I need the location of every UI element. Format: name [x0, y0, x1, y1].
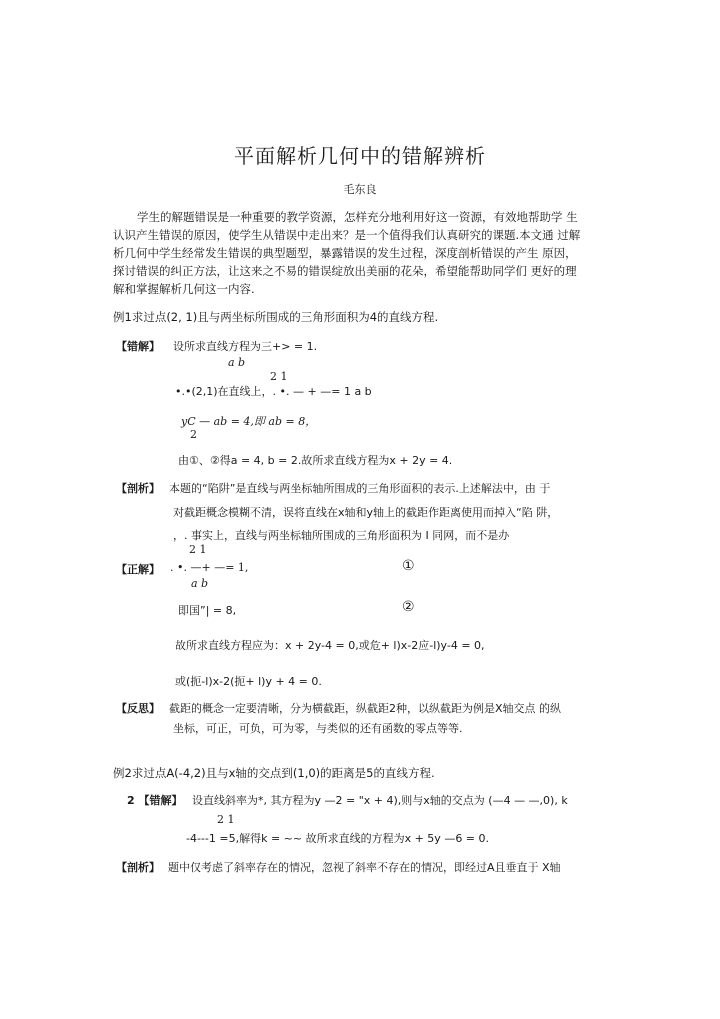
example1-correct-frac-denominators: a b: [191, 577, 209, 590]
example1-analysis-line1: 本题的“陷阱”是直线与两坐标轴所围成的三角形面积的表示.上述解法中，由 于: [169, 482, 551, 495]
example1-reflect-line2: 坐标，可正，可负，可为零，与类似的还有函数的零点等等.: [173, 722, 463, 735]
document-title: 平面解析几何中的错解辨析: [234, 144, 486, 168]
example2-analysis-line1: 题中仅考虑了斜率存在的情况，忽视了斜率不存在的情况，即经过A且垂直于 X轴: [168, 861, 561, 874]
example1-wrong-frac-numerators: 2 1: [270, 370, 288, 383]
example1-correct-label: 【正解】: [116, 563, 160, 576]
example1-analysis-label: 【剖析】: [116, 482, 160, 495]
example1-reflect-label: 【反思】: [116, 702, 160, 715]
intro-line: 析几何中学生经常发生错误的典型题型，暴露错误的发生过程，深度剖析错误的产生 原因，: [113, 246, 577, 260]
example1-wrong-line3: yC — ab = 4,即 ab = 8，: [181, 415, 317, 428]
equation-number-2: ②: [402, 599, 415, 615]
intro-line: 学生的解题错误是一种重要的教学资源，怎样充分地利用好这一资源，有效地帮助学 生: [137, 210, 578, 224]
example1-correct-numerators: 2 1: [189, 543, 207, 556]
example1-wrong-label: 【错解】: [116, 340, 160, 353]
example2-wrong-numerators: 2 1: [217, 813, 235, 826]
example2-wrong-line1: 设直线斜率为*, 其方程为y —2 = "x + 4),则与x轴的交点为 (—4 — —,0), k: [192, 794, 568, 807]
example1-correct-line3: 故所求直线方程应为：x + 2y-4 = 0,或危+ l)x-2应-l)y-4 = 0,: [175, 639, 485, 652]
example1-reflect-line1: 截距的概念一定要清晰，分为横截距，纵截距2种，以纵截距为例是X轴交点 的纵: [169, 702, 562, 715]
equation-number-1: ①: [402, 558, 415, 574]
intro-line: 探讨错误的纠正方法，让这来之不易的错误绽放出美丽的花朵，希望能帮助同学们 更好的理: [113, 264, 577, 278]
example2-wrong-line2: -4---1 =5,解得k = ~~ 故所求直线的方程为x + 5y —6 = 0.: [186, 832, 490, 845]
example2-analysis-label: 【剖析】: [116, 861, 160, 874]
example1-correct-line1: . •. —+ —= 1,: [170, 561, 249, 574]
example1-correct-line2: 即国”| = 8,: [178, 604, 237, 617]
example1-wrong-frac-denominators: a b: [228, 356, 246, 369]
example1-correct-line4: 或(扼-l)x-2(扼+ l)y + 4 = 0.: [175, 675, 322, 688]
intro-paragraph: [113, 208, 613, 298]
example1-wrong-line1: 设所求直线方程为三+> = 1.: [173, 340, 318, 353]
example1-analysis-line3: ，. 事实上，直线与两坐标轴所围成的三角形面积为 I 同网，而不是办: [173, 529, 510, 542]
example1-question: 例1求过点(2, 1)且与两坐标所围成的三角形面积为4的直线方程.: [113, 310, 439, 324]
example2-wrong-label: 2 【错解】: [127, 794, 183, 807]
intro-line: 认识产生错误的原因，使学生从错误中走出来？是一个值得我们认真研究的课题.本文通 过解: [113, 228, 581, 242]
author-name: 毛东良: [343, 183, 377, 196]
intro-line: 解和掌握解析几何这一内容.: [113, 282, 255, 296]
example1-wrong-line2: •.•(2,1)在直线上，. •. — + —= 1 a b: [175, 385, 372, 398]
example1-wrong-denominator: 2: [190, 428, 197, 441]
example1-analysis-line2: 对截距概念模糊不清，误将直线在x轴和y轴上的截距作距离使用而掉入“陷 阱，: [173, 506, 559, 519]
example1-wrong-line4: 由①、②得a = 4, b = 2.故所求直线方程为x + 2y = 4.: [178, 454, 453, 467]
example2-question: 例2求过点A(-4,2)且与x轴的交点到(1,0)的距离是5的直线方程.: [113, 766, 435, 780]
